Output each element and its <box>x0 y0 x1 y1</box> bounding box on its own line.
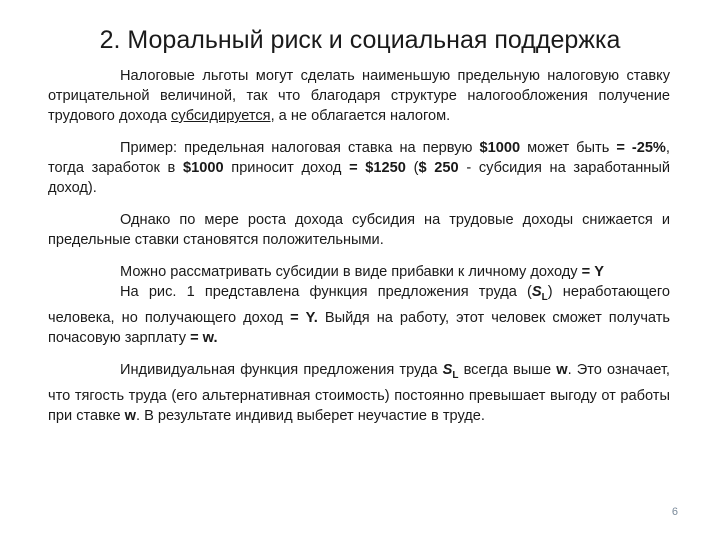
text-run: ) неработающего человека, но получающего доход <box>48 284 670 326</box>
paragraph-tax-benefits <box>48 66 670 126</box>
text-run: ( <box>405 160 419 176</box>
paragraph-subsidy-decline <box>48 210 670 250</box>
text-run: . Это означает, что тягость труда (его альтернативная стоимость) постоянно превышает выгоду от работы при ставке <box>48 361 670 424</box>
text-run: приносит доход <box>223 160 350 176</box>
text-run: Налоговые льготы могут сделать наименьшую предельную налоговую ставку отрицательной величиной, так что благодаря структуре налогообложения получение трудового дохода <box>48 68 670 124</box>
paragraph-example <box>48 138 670 198</box>
page-number: 6 <box>671 506 678 518</box>
text-run: , тогда заработок в <box>48 140 670 176</box>
wage-symbol: = w. <box>190 329 218 346</box>
text-run: На рис. 1 представлена функция предложения труда ( <box>120 284 532 300</box>
supply-subscript: L <box>452 369 459 381</box>
text-run: Пример: предельная налоговая ставка на первую <box>120 140 480 156</box>
slide-body <box>48 66 670 438</box>
subsidized-word: субсидируется <box>171 108 271 124</box>
amount: $1000 <box>183 160 224 176</box>
wage-symbol: w <box>556 361 568 378</box>
text-run: . В результате индивид выберет неучастие в труде. <box>136 407 485 424</box>
supply-subscript: L <box>541 291 548 303</box>
income-symbol: = Y <box>581 264 604 280</box>
text-run: Можно рассматривать субсидии в виде прибавки к личному доходу <box>120 264 582 280</box>
paragraph-supply-function <box>48 360 670 426</box>
text-run: может быть <box>520 140 617 156</box>
text-run: - субсидия на заработанный доход). <box>48 160 670 196</box>
paragraph-figure <box>48 282 670 348</box>
amount: = $1250 <box>349 160 406 176</box>
text-run: Индивидуальная функция предложения труда <box>120 361 443 378</box>
amount: $ 250 <box>418 160 459 176</box>
supply-symbol: S <box>442 361 453 378</box>
amount: $1000 <box>479 140 521 156</box>
text-run: Выйдя на работу, этот человек сможет получать почасовую зарплату <box>48 309 671 346</box>
text-run: всегда выше <box>458 361 557 378</box>
text-run: , а не облагается налогом. <box>270 108 451 124</box>
rate: = -25% <box>616 140 666 156</box>
supply-symbol: S <box>531 284 542 300</box>
text-run: Однако по мере роста дохода субсидия на трудовые доходы снижается и предельные ставки становятся положительными. <box>48 212 670 248</box>
wage-symbol: w <box>124 407 136 424</box>
slide-title: 2. Моральный риск и социальная поддержка <box>99 26 621 54</box>
paragraph-subsidy-income <box>48 262 670 282</box>
income-symbol: = Y. <box>290 309 318 326</box>
